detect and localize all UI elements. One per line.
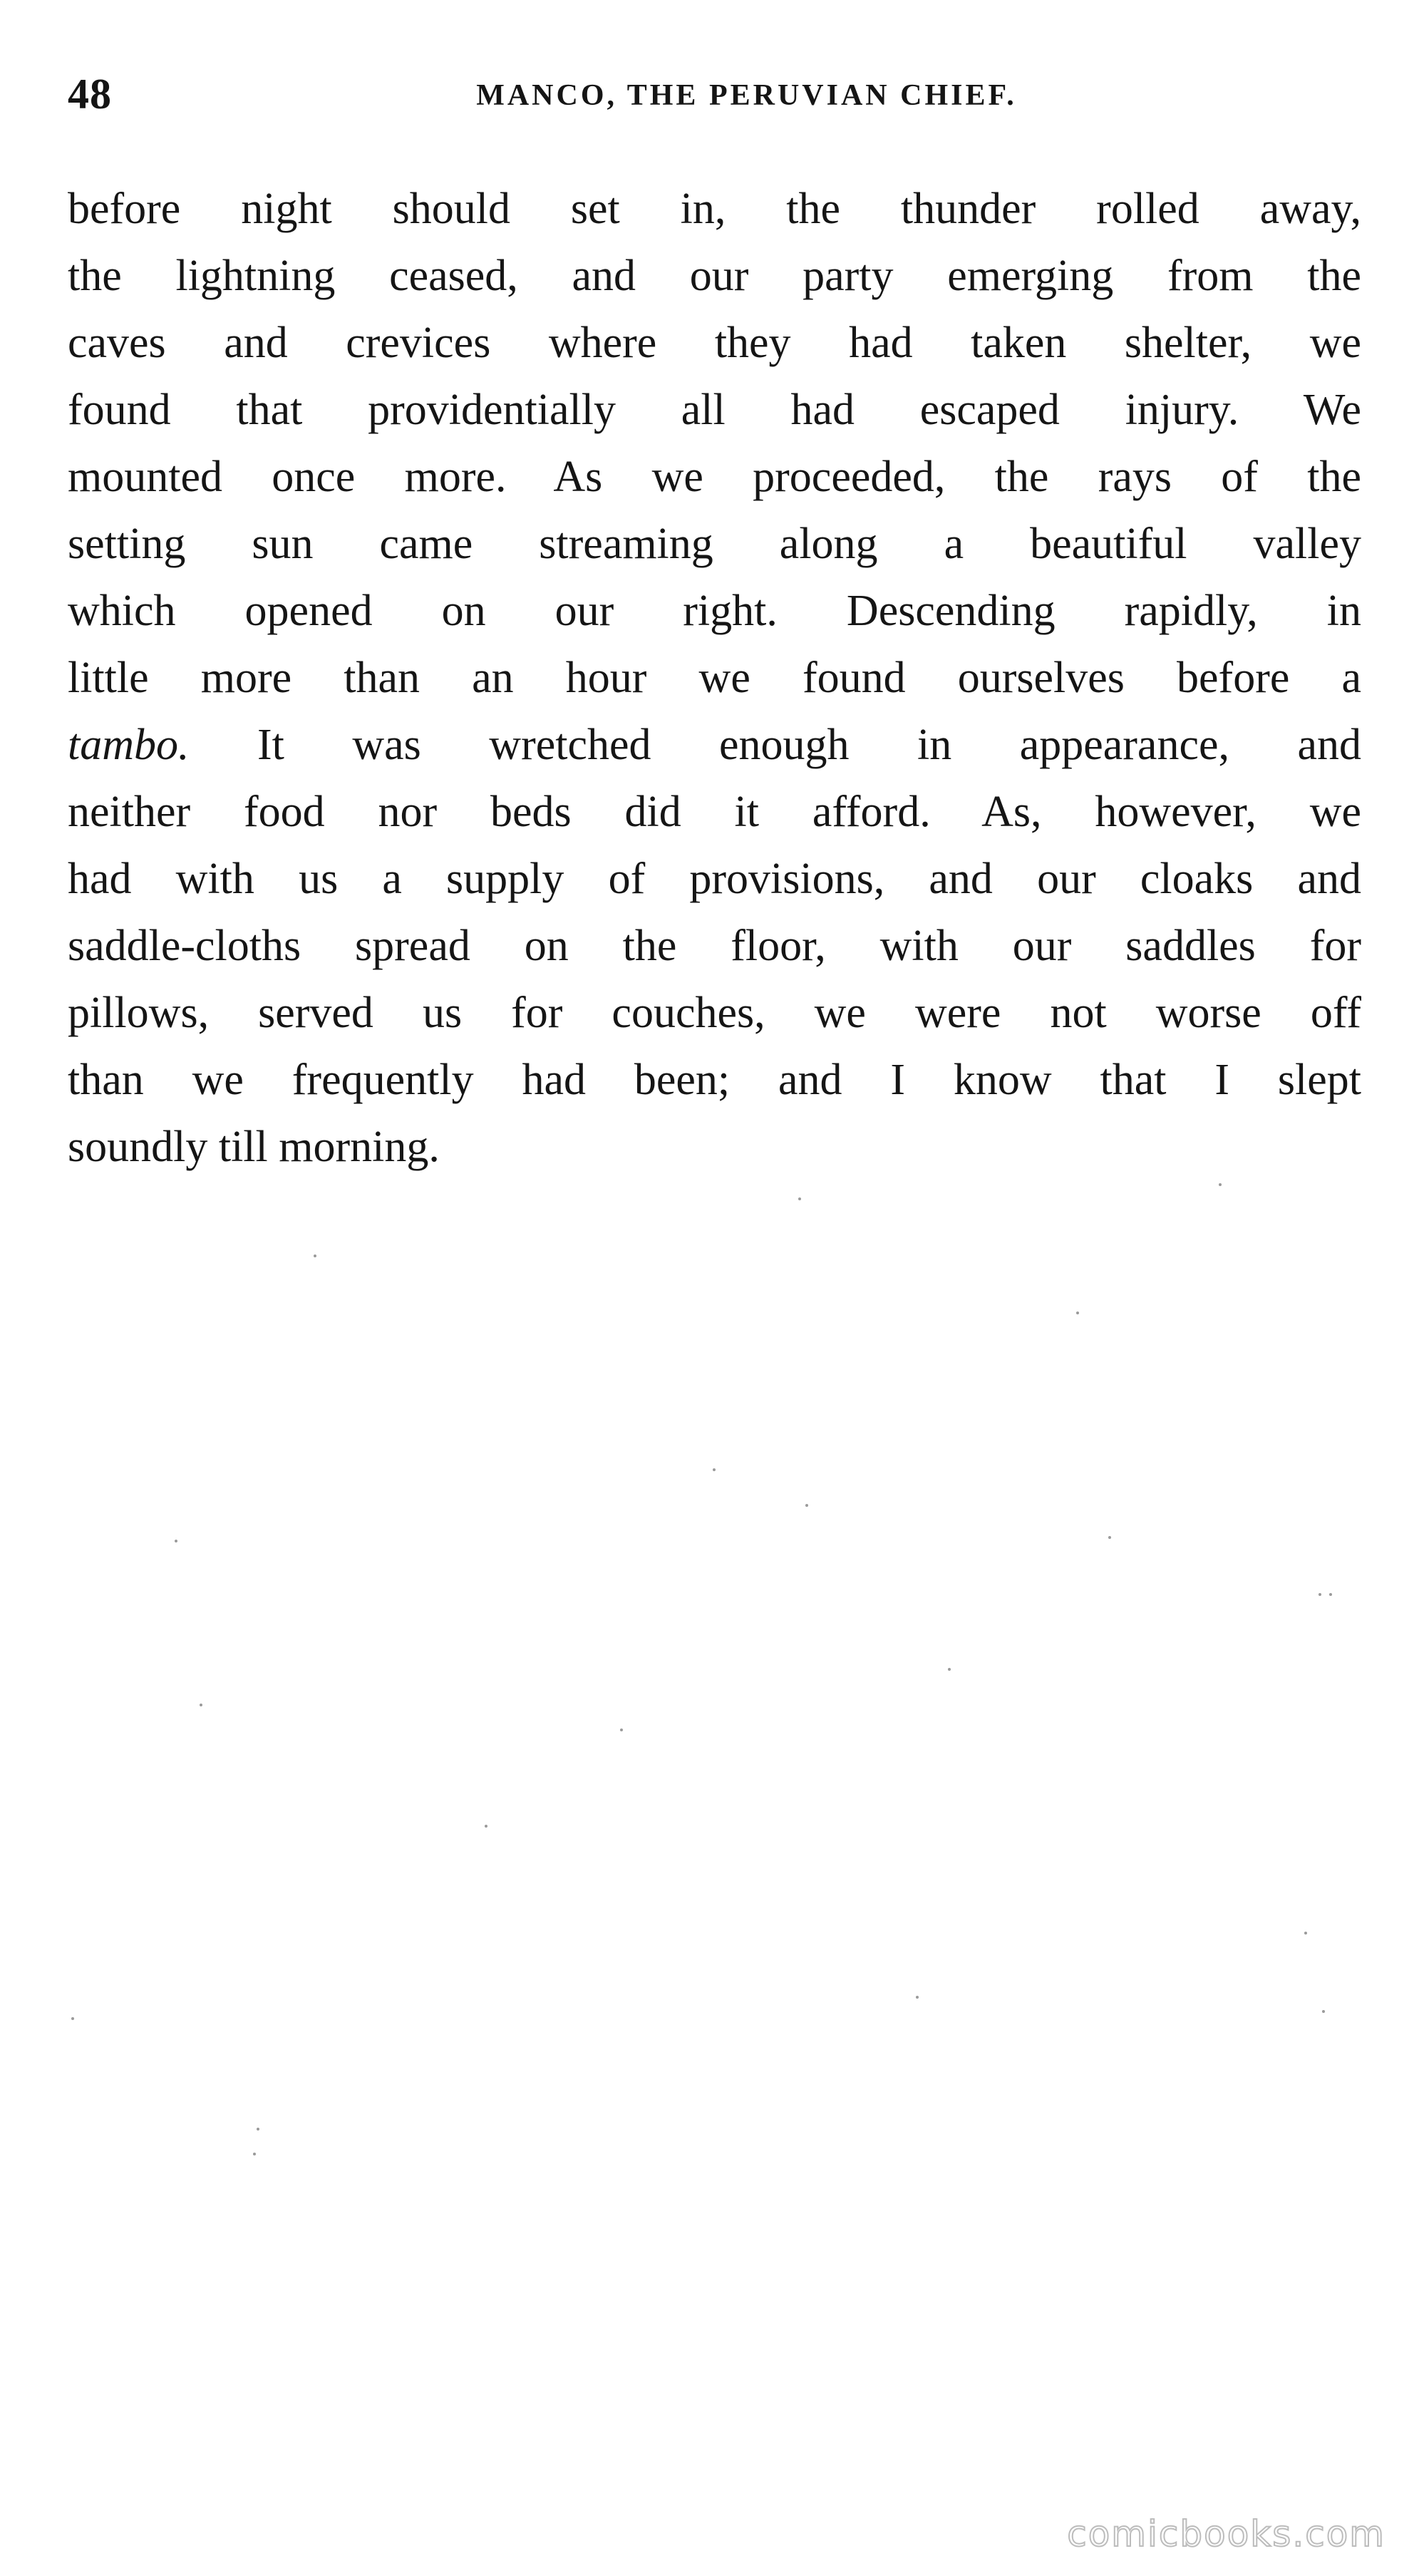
text-line: found that providentially all had escaped injury. We [68, 386, 1361, 434]
paper-speck [314, 1254, 316, 1257]
running-head: MANCO, THE PERUVIAN CHIEF. [476, 79, 1017, 112]
text-line-last: soundly till morning. [68, 1123, 440, 1171]
paper-speck [200, 1704, 202, 1706]
text-line: setting sun came streaming along a beautiful valley [68, 520, 1361, 568]
text-line: before night should set in, the thunder rolled away, [68, 185, 1361, 233]
text-line-rest: It was wretched enough in appearance, and [257, 721, 1362, 769]
paper-speck [713, 1468, 716, 1471]
text-line-with-italic [68, 711, 1361, 778]
paper-speck [1329, 1593, 1332, 1596]
text-line: than we frequently had been; and I know that I slept [68, 1056, 1361, 1104]
paper-speck [253, 2153, 256, 2155]
paper-speck [71, 2017, 74, 2020]
text-line: neither food nor beds did it afford. As, however, we [68, 788, 1361, 836]
text-line: little more than an hour we found ourselves before a [68, 654, 1361, 702]
paper-speck [620, 1729, 623, 1731]
paper-speck [257, 2128, 259, 2131]
paper-speck [798, 1197, 801, 1200]
page-header [68, 66, 1361, 123]
text-line: which opened on our right. Descending rapidly, in [68, 587, 1361, 635]
page-number: 48 [68, 71, 112, 118]
paper-speck [948, 1668, 951, 1671]
body-text [68, 175, 1361, 1180]
paper-speck [1322, 2010, 1325, 2013]
paper-speck [1076, 1312, 1079, 1314]
paper-speck [1108, 1536, 1111, 1539]
text-line: saddle-cloths spread on the floor, with our saddles for [68, 922, 1361, 970]
paper-speck [1304, 1932, 1307, 1934]
italic-word: tambo. [68, 721, 190, 769]
paper-speck [485, 1825, 487, 1828]
text-line: had with us a supply of provisions, and our cloaks and [68, 855, 1361, 903]
text-line: mounted once more. As we proceeded, the rays of the [68, 453, 1361, 501]
watermark: comicbooks.com [1067, 2513, 1385, 2555]
paper-speck [805, 1504, 808, 1507]
paper-speck [1318, 1593, 1321, 1596]
paper-speck [1219, 1183, 1222, 1186]
paper-speck [175, 1540, 177, 1542]
text-line: caves and crevices where they had taken shelter, we [68, 319, 1361, 367]
text-line: pillows, served us for couches, we were not worse off [68, 989, 1361, 1037]
paper-speck [916, 1996, 919, 1999]
text-line: the lightning ceased, and our party emerging from the [68, 252, 1361, 300]
